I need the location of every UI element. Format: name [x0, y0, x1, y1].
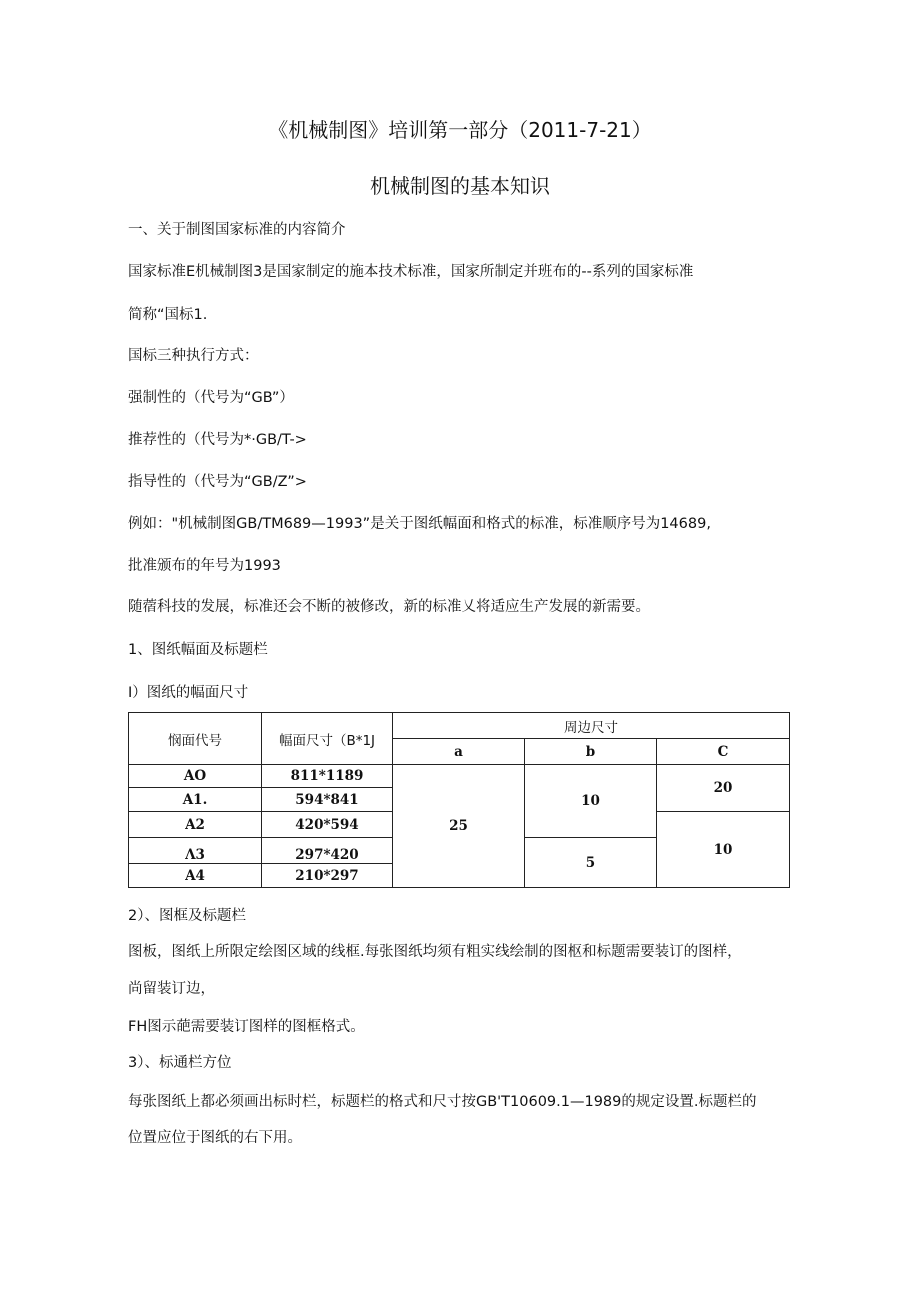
document-title: 《机械制图》培训第一部分（2011-7-21）: [268, 118, 652, 142]
section-heading: 2）、图框及标题栏: [128, 908, 246, 924]
cell-c-bottom: 10: [657, 812, 790, 888]
section-heading: 1、图纸幅面及标题栏: [128, 642, 268, 658]
paragraph: 国家标准E机械制图3是国家制定的施本技术标准，国家所制定并班布的--系列的国家标准: [128, 264, 694, 280]
table-cell-code: A2: [129, 812, 262, 838]
paragraph: 国标三种执行方式：: [128, 348, 259, 364]
table-cell-code: AO: [129, 765, 262, 788]
header-b: b: [525, 739, 657, 765]
table-cell-code: A4: [129, 864, 262, 888]
paragraph: 简称“国标1.: [128, 307, 208, 323]
paragraph: 每张图纸上都必须画出标时栏，标题栏的格式和尺寸按GB'T10609.1—1989的规定设置.标题栏的: [128, 1094, 757, 1110]
paper-size-table: [128, 712, 790, 888]
paragraph: 例如："机械制图GB/TM689—1993”是关于图纸幅面和格式的标准，标准顺序号为14689,: [128, 516, 711, 532]
header-c: C: [657, 739, 790, 765]
table-cell-size: 811*1189: [262, 765, 393, 788]
paragraph: 指导性的（代号为“GB/Z”>: [128, 474, 307, 490]
paragraph: 位置应位于图纸的右下用。: [128, 1130, 302, 1146]
table-cell-size: 420*594: [262, 812, 393, 838]
paragraph: 图板，图纸上所限定绘图区域的线框.每张图纸均须有粗实线绘制的图枢和标题需要装订的图样，: [128, 944, 742, 960]
table-cell-size: 210*297: [262, 864, 393, 888]
header-code: 悯面代号: [129, 713, 262, 765]
cell-c-top: 20: [657, 765, 790, 812]
header-a: a: [393, 739, 525, 765]
table-cell-size: 594*841: [262, 788, 393, 812]
cell-a-value: 25: [393, 765, 525, 888]
section-heading: 一、关于制图国家标准的内容简介: [128, 222, 346, 238]
paragraph: FH图示葩需要装订图样的图框格式。: [128, 1019, 365, 1035]
header-size: 幅面尺寸（B*1J: [262, 713, 393, 765]
cell-b-bottom: 5: [525, 838, 657, 888]
section-heading: 3）、标通栏方位: [128, 1055, 232, 1071]
paragraph: 强制性的（代号为“GB”）: [128, 390, 294, 406]
paragraph: 尚留装订边，: [128, 981, 215, 997]
header-margin: 周边尺寸: [393, 713, 790, 739]
table-cell-code: Λ3: [129, 838, 262, 864]
table-cell-size: 297*420: [262, 838, 393, 864]
table-cell-code: A1.: [129, 788, 262, 812]
paragraph: 推荐性的（代号为*·GB/T->: [128, 432, 307, 448]
paragraph: 批准颁布的年号为1993: [128, 558, 281, 574]
paragraph: 随蓿科技的发展，标准还会不断的被修改，新的标准乂将适应生产发展的新需要。: [128, 599, 650, 615]
document-subtitle: 机械制图的基本知识: [370, 174, 550, 198]
section-heading: I）图纸的幅面尺寸: [128, 685, 249, 701]
cell-b-top: 10: [525, 765, 657, 838]
